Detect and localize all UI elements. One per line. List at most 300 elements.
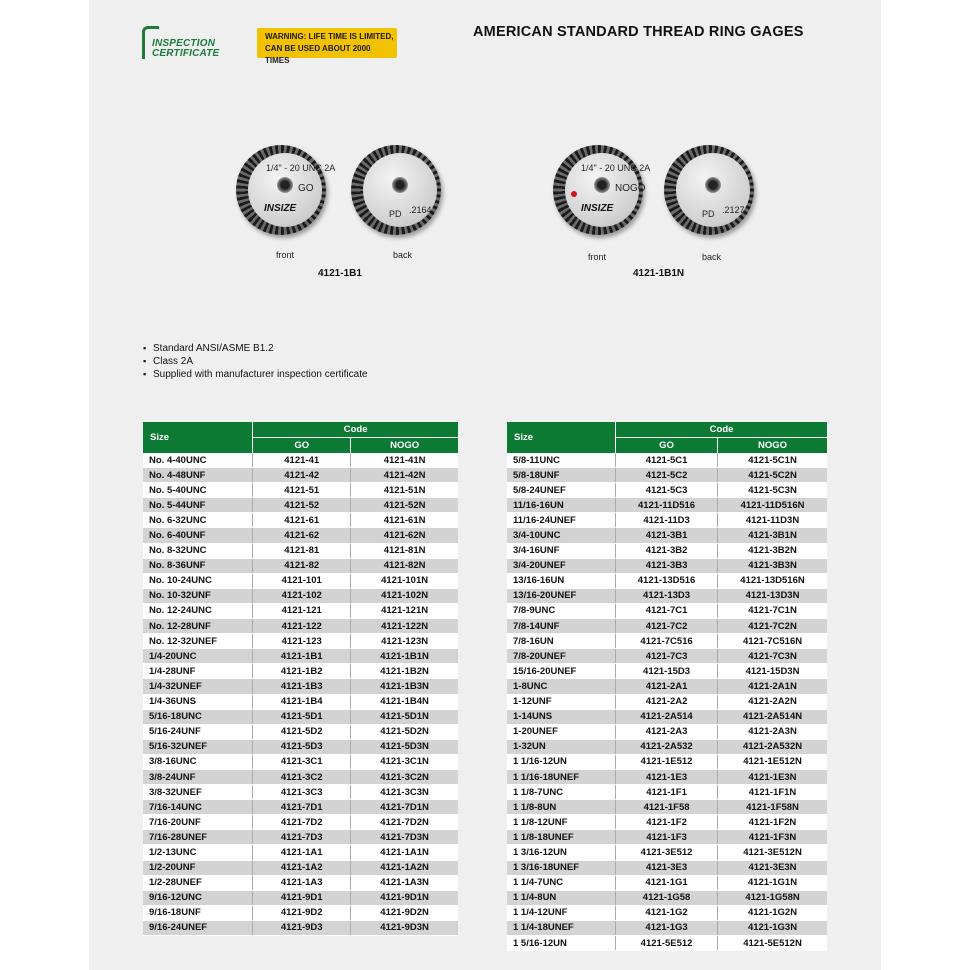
go-code-cell: 4121-7D1 [253, 800, 351, 815]
size-cell: 1 1/8-8UN [507, 800, 616, 815]
go-code-cell: 4121-11D516 [616, 498, 718, 513]
inspection-certificate-logo [142, 26, 242, 60]
size-cell: 1-32UN [507, 739, 616, 754]
go-code-cell: 4121-2A1 [616, 679, 718, 694]
go-code-cell: 4121-52 [253, 498, 351, 513]
nogo-model-number: 4121-1B1N [633, 268, 685, 279]
go-code-cell: 4121-81 [253, 543, 351, 558]
go-front-caption: front [276, 250, 295, 260]
size-cell: 7/8-9UNC [507, 603, 616, 618]
go-code-cell: 4121-7C1 [616, 603, 718, 618]
nogo-code-cell: 4121-1G2N [718, 905, 827, 920]
nogo-code-cell: 4121-1B4N [351, 694, 458, 709]
table-row [143, 543, 458, 558]
size-cell: 5/8-24UNEF [507, 483, 616, 498]
table-row [143, 739, 458, 754]
size-table-left [143, 422, 458, 936]
table-row [507, 603, 827, 618]
size-cell: 7/16-20UNF [143, 815, 253, 830]
go-code-cell: 4121-3E512 [616, 845, 718, 860]
table-row [143, 513, 458, 528]
size-cell: 1-12UNF [507, 694, 616, 709]
nogo-code-cell: 4121-51N [351, 483, 458, 498]
table-row [507, 724, 827, 739]
size-cell: 3/8-24UNF [143, 769, 253, 784]
go-code-cell: 4121-82 [253, 558, 351, 573]
gage-thread-label: 1/4" - 20 UNC 2A [581, 163, 651, 173]
nogo-code-cell: 4121-5C2N [718, 468, 827, 483]
table-row [143, 664, 458, 679]
table-row [143, 528, 458, 543]
red-dot-icon [571, 191, 577, 197]
table-row [143, 830, 458, 845]
go-code-cell: 4121-1G1 [616, 875, 718, 890]
go-code-cell: 4121-5D2 [253, 724, 351, 739]
size-cell: No. 4-48UNF [143, 468, 253, 483]
insize-brand-logo: INSIZE [581, 203, 614, 214]
table-row [143, 815, 458, 830]
feature-item: ▪ Supplied with manufacturer inspection certificate [143, 368, 368, 381]
table-row [507, 830, 827, 845]
nogo-code-cell: 4121-5D2N [351, 724, 458, 739]
go-code-cell: 4121-62 [253, 528, 351, 543]
go-code-cell: 4121-1G3 [616, 920, 718, 935]
table-row [507, 543, 827, 558]
table-row [507, 498, 827, 513]
nogo-code-cell: 4121-121N [351, 603, 458, 618]
nogo-back-caption: back [702, 252, 722, 262]
table-row [143, 860, 458, 875]
nogo-code-cell: 4121-2A2N [718, 694, 827, 709]
nogo-code-cell: 4121-9D2N [351, 905, 458, 920]
go-code-cell: 4121-7C2 [616, 619, 718, 634]
go-code-cell: 4121-121 [253, 603, 351, 618]
size-header: Size [507, 422, 616, 453]
nogo-code-cell: 4121-3C2N [351, 769, 458, 784]
table-row [507, 664, 827, 679]
go-back-caption: back [393, 250, 413, 260]
nogo-code-cell: 4121-41N [351, 453, 458, 468]
code-header: Code [253, 422, 458, 438]
thread-hole-icon [277, 177, 293, 193]
nogo-code-cell: 4121-9D1N [351, 890, 458, 905]
table-row [507, 619, 827, 634]
table-row [143, 588, 458, 603]
table-row [507, 920, 827, 935]
go-code-cell: 4121-1A1 [253, 845, 351, 860]
nogo-code-cell: 4121-82N [351, 558, 458, 573]
go-code-cell: 4121-5C3 [616, 483, 718, 498]
size-cell: 3/8-16UNC [143, 754, 253, 769]
nogo-code-cell: 4121-1E3N [718, 769, 827, 784]
table-row [507, 890, 827, 905]
insize-brand-logo: INSIZE [264, 203, 297, 214]
size-cell: 1/2-13UNC [143, 845, 253, 860]
go-code-cell: 4121-1F3 [616, 830, 718, 845]
go-code-cell: 4121-7C516 [616, 634, 718, 649]
size-cell: No. 5-44UNF [143, 498, 253, 513]
table-row [143, 905, 458, 920]
go-code-cell: 4121-9D1 [253, 890, 351, 905]
go-code-cell: 4121-5C1 [616, 453, 718, 468]
nogo-code-cell: 4121-1E512N [718, 754, 827, 769]
size-cell: 1 1/16-12UN [507, 754, 616, 769]
table-row [143, 769, 458, 784]
table-row [507, 769, 827, 784]
warning-line1: WARNING: LIFE TIME IS LIMITED, [265, 32, 394, 41]
go-code-cell: 4121-7D2 [253, 815, 351, 830]
go-code-cell: 4121-11D3 [616, 513, 718, 528]
thread-hole-icon [392, 177, 408, 193]
nogo-code-cell: 4121-81N [351, 543, 458, 558]
table-row [507, 845, 827, 860]
size-cell: No. 10-24UNC [143, 573, 253, 588]
size-cell: No. 10-32UNF [143, 588, 253, 603]
go-code-cell: 4121-13D3 [616, 588, 718, 603]
size-cell: 7/8-14UNF [507, 619, 616, 634]
table-row [507, 528, 827, 543]
table-row [507, 694, 827, 709]
size-cell: 1-20UNEF [507, 724, 616, 739]
gage-pd-value: .2127 [722, 205, 745, 215]
size-table-right [507, 422, 827, 951]
go-gage-front-image [236, 145, 336, 235]
go-code-cell: 4121-1F58 [616, 800, 718, 815]
size-cell: No. 4-40UNC [143, 453, 253, 468]
go-code-cell: 4121-5E512 [616, 936, 718, 951]
table-row [507, 483, 827, 498]
go-code-cell: 4121-1A3 [253, 875, 351, 890]
nogo-code-cell: 4121-1B3N [351, 679, 458, 694]
nogo-code-cell: 4121-13D516N [718, 573, 827, 588]
go-code-cell: 4121-1E3 [616, 769, 718, 784]
nogo-code-cell: 4121-52N [351, 498, 458, 513]
gage-thread-label: 1/4" - 20 UNC 2A [266, 163, 336, 173]
feature-item: ▪ Standard ANSI/ASME B1.2 [143, 342, 368, 355]
table-row [507, 634, 827, 649]
table-row [143, 649, 458, 664]
size-cell: 1/4-28UNF [143, 664, 253, 679]
go-code-cell: 4121-2A514 [616, 709, 718, 724]
size-cell: 3/4-10UNC [507, 528, 616, 543]
table-row [507, 860, 827, 875]
go-code-cell: 4121-7C3 [616, 649, 718, 664]
nogo-code-cell: 4121-3C1N [351, 754, 458, 769]
nogo-code-cell: 4121-1G1N [718, 875, 827, 890]
nogo-code-cell: 4121-3E3N [718, 860, 827, 875]
go-code-cell: 4121-42 [253, 468, 351, 483]
go-code-cell: 4121-3C1 [253, 754, 351, 769]
size-cell: 7/8-16UN [507, 634, 616, 649]
go-code-cell: 4121-1B1 [253, 649, 351, 664]
go-code-cell: 4121-5D3 [253, 739, 351, 754]
nogo-code-cell: 4121-11D3N [718, 513, 827, 528]
nogo-code-cell: 4121-7C3N [718, 649, 827, 664]
nogo-code-cell: 4121-2A514N [718, 709, 827, 724]
size-cell: 1 1/4-12UNF [507, 905, 616, 920]
go-code-cell: 4121-13D516 [616, 573, 718, 588]
thread-hole-icon [594, 177, 610, 193]
table-row [143, 724, 458, 739]
size-cell: 1 1/4-7UNC [507, 875, 616, 890]
go-code-cell: 4121-1A2 [253, 860, 351, 875]
size-cell: 1 1/4-18UNEF [507, 920, 616, 935]
go-code-cell: 4121-9D2 [253, 905, 351, 920]
go-code-cell: 4121-3E3 [616, 860, 718, 875]
table-row [143, 483, 458, 498]
size-cell: 3/4-20UNEF [507, 558, 616, 573]
table-row [507, 936, 827, 951]
nogo-code-cell: 4121-7D1N [351, 800, 458, 815]
size-cell: 1 1/4-8UN [507, 890, 616, 905]
go-code-cell: 4121-2A2 [616, 694, 718, 709]
go-code-cell: 4121-1B4 [253, 694, 351, 709]
go-code-cell: 4121-1B2 [253, 664, 351, 679]
nogo-code-cell: 4121-102N [351, 588, 458, 603]
nogo-code-cell: 4121-5D3N [351, 739, 458, 754]
go-code-cell: 4121-1E512 [616, 754, 718, 769]
go-code-cell: 4121-101 [253, 573, 351, 588]
nogo-gage-front-image [553, 145, 651, 235]
size-cell: 5/16-24UNF [143, 724, 253, 739]
size-cell: 13/16-16UN [507, 573, 616, 588]
size-cell: 1 1/8-12UNF [507, 815, 616, 830]
go-code-cell: 4121-1G2 [616, 905, 718, 920]
go-code-cell: 4121-5D1 [253, 709, 351, 724]
code-header: Code [616, 422, 827, 438]
gage-pd-value: .2164 [409, 205, 432, 215]
nogo-code-cell: 4121-3E512N [718, 845, 827, 860]
size-cell: 5/8-11UNC [507, 453, 616, 468]
size-cell: 7/16-28UNEF [143, 830, 253, 845]
size-cell: 1/2-28UNEF [143, 875, 253, 890]
go-code-cell: 4121-3C2 [253, 769, 351, 784]
table-row [143, 890, 458, 905]
nogo-code-cell: 4121-1G3N [718, 920, 827, 935]
table-row [143, 634, 458, 649]
go-code-cell: 4121-2A532 [616, 739, 718, 754]
size-cell: 1/4-20UNC [143, 649, 253, 664]
nogo-code-cell: 4121-3C3N [351, 785, 458, 800]
size-cell: No. 5-40UNC [143, 483, 253, 498]
table-row [143, 920, 458, 935]
size-cell: No. 8-36UNF [143, 558, 253, 573]
gage-mark: NOGO [615, 183, 646, 194]
go-code-cell: 4121-15D3 [616, 664, 718, 679]
table-row [507, 679, 827, 694]
size-cell: 5/16-32UNEF [143, 739, 253, 754]
size-cell: No. 6-40UNF [143, 528, 253, 543]
size-cell: 9/16-12UNC [143, 890, 253, 905]
go-code-cell: 4121-7D3 [253, 830, 351, 845]
size-cell: 5/8-18UNF [507, 468, 616, 483]
table-row [143, 679, 458, 694]
nogo-code-cell: 4121-3B2N [718, 543, 827, 558]
go-code-cell: 4121-102 [253, 588, 351, 603]
nogo-code-cell: 4121-15D3N [718, 664, 827, 679]
nogo-code-cell: 4121-1B2N [351, 664, 458, 679]
go-code-cell: 4121-51 [253, 483, 351, 498]
size-cell: No. 12-28UNF [143, 619, 253, 634]
table-row [143, 498, 458, 513]
table-row [507, 800, 827, 815]
warning-line2: CAN BE USED ABOUT 2000 TIMES [265, 44, 371, 65]
size-cell: 11/16-24UNEF [507, 513, 616, 528]
table-row [143, 785, 458, 800]
size-cell: 1/2-20UNF [143, 860, 253, 875]
size-header: Size [143, 422, 253, 453]
size-cell: 1 3/16-12UN [507, 845, 616, 860]
size-cell: No. 6-32UNC [143, 513, 253, 528]
nogo-code-cell: 4121-7C516N [718, 634, 827, 649]
size-cell: 13/16-20UNEF [507, 588, 616, 603]
size-cell: 1 1/16-18UNEF [507, 769, 616, 784]
go-code-cell: 4121-2A3 [616, 724, 718, 739]
nogo-code-cell: 4121-9D3N [351, 920, 458, 935]
nogo-code-cell: 4121-2A1N [718, 679, 827, 694]
go-model-number: 4121-1B1 [318, 268, 362, 279]
nogo-code-cell: 4121-1F2N [718, 815, 827, 830]
nogo-code-cell: 4121-13D3N [718, 588, 827, 603]
table-row [143, 709, 458, 724]
table-row [143, 800, 458, 815]
table-row [507, 709, 827, 724]
nogo-header: NOGO [351, 438, 458, 454]
table-row [507, 649, 827, 664]
go-gage-back-image [351, 145, 441, 235]
certificate-line2: CERTIFICATE [152, 48, 220, 59]
nogo-code-cell: 4121-1B1N [351, 649, 458, 664]
nogo-code-cell: 4121-61N [351, 513, 458, 528]
go-code-cell: 4121-1G58 [616, 890, 718, 905]
feature-list [143, 342, 368, 381]
size-cell: 1 1/8-18UNEF [507, 830, 616, 845]
size-cell: 1 1/8-7UNC [507, 785, 616, 800]
nogo-gage-back-image [664, 145, 754, 235]
table-row [507, 558, 827, 573]
table-row [143, 619, 458, 634]
size-cell: No. 12-32UNEF [143, 634, 253, 649]
nogo-code-cell: 4121-5C3N [718, 483, 827, 498]
nogo-code-cell: 4121-1A1N [351, 845, 458, 860]
go-header: GO [253, 438, 351, 454]
nogo-code-cell: 4121-2A3N [718, 724, 827, 739]
table-row [143, 754, 458, 769]
table-row [143, 875, 458, 890]
table-row [507, 468, 827, 483]
size-cell: 1 5/16-12UN [507, 936, 616, 951]
size-cell: No. 8-32UNC [143, 543, 253, 558]
table-row [507, 739, 827, 754]
size-cell: 7/8-20UNEF [507, 649, 616, 664]
nogo-code-cell: 4121-11D516N [718, 498, 827, 513]
size-cell: 9/16-24UNEF [143, 920, 253, 935]
gage-mark: GO [298, 183, 314, 194]
go-code-cell: 4121-3B2 [616, 543, 718, 558]
nogo-code-cell: 4121-5D1N [351, 709, 458, 724]
go-code-cell: 4121-1B3 [253, 679, 351, 694]
nogo-code-cell: 4121-1F3N [718, 830, 827, 845]
nogo-code-cell: 4121-123N [351, 634, 458, 649]
table-row [143, 603, 458, 618]
nogo-code-cell: 4121-42N [351, 468, 458, 483]
nogo-code-cell: 4121-3B3N [718, 558, 827, 573]
go-code-cell: 4121-1F1 [616, 785, 718, 800]
table-row [143, 468, 458, 483]
size-cell: 3/8-32UNEF [143, 785, 253, 800]
nogo-code-cell: 4121-5E512N [718, 936, 827, 951]
go-code-cell: 4121-3C3 [253, 785, 351, 800]
go-code-cell: 4121-41 [253, 453, 351, 468]
nogo-code-cell: 4121-1G58N [718, 890, 827, 905]
certificate-line1: INSPECTION [152, 38, 216, 49]
nogo-code-cell: 4121-5C1N [718, 453, 827, 468]
size-cell: 11/16-16UN [507, 498, 616, 513]
nogo-code-cell: 4121-3B1N [718, 528, 827, 543]
nogo-code-cell: 4121-62N [351, 528, 458, 543]
size-cell: No. 12-24UNC [143, 603, 253, 618]
size-cell: 3/4-16UNF [507, 543, 616, 558]
table-row [507, 815, 827, 830]
feature-item: ▪ Class 2A [143, 355, 368, 368]
table-row [143, 573, 458, 588]
nogo-code-cell: 4121-1A3N [351, 875, 458, 890]
size-cell: 1-14UNS [507, 709, 616, 724]
nogo-code-cell: 4121-7C2N [718, 619, 827, 634]
nogo-code-cell: 4121-1A2N [351, 860, 458, 875]
table-row [143, 694, 458, 709]
go-code-cell: 4121-3B1 [616, 528, 718, 543]
go-code-cell: 4121-9D3 [253, 920, 351, 935]
gage-pd-label: PD [389, 209, 402, 219]
nogo-front-caption: front [588, 252, 607, 262]
go-code-cell: 4121-123 [253, 634, 351, 649]
table-row [143, 453, 458, 468]
go-code-cell: 4121-122 [253, 619, 351, 634]
table-row [507, 905, 827, 920]
nogo-code-cell: 4121-7C1N [718, 603, 827, 618]
size-cell: 1-8UNC [507, 679, 616, 694]
nogo-code-cell: 4121-7D3N [351, 830, 458, 845]
size-cell: 7/16-14UNC [143, 800, 253, 815]
nogo-code-cell: 4121-101N [351, 573, 458, 588]
page-title: AMERICAN STANDARD THREAD RING GAGES [473, 24, 804, 40]
go-code-cell: 4121-61 [253, 513, 351, 528]
size-cell: 1/4-32UNEF [143, 679, 253, 694]
nogo-header: NOGO [718, 438, 827, 454]
table-row [507, 588, 827, 603]
size-cell: 15/16-20UNEF [507, 664, 616, 679]
go-code-cell: 4121-3B3 [616, 558, 718, 573]
nogo-code-cell: 4121-1F58N [718, 800, 827, 815]
size-cell: 5/16-18UNC [143, 709, 253, 724]
table-row [507, 573, 827, 588]
go-code-cell: 4121-1F2 [616, 815, 718, 830]
table-row [507, 453, 827, 468]
size-cell: 9/16-18UNF [143, 905, 253, 920]
nogo-code-cell: 4121-7D2N [351, 815, 458, 830]
nogo-code-cell: 4121-122N [351, 619, 458, 634]
nogo-code-cell: 4121-2A532N [718, 739, 827, 754]
go-code-cell: 4121-5C2 [616, 468, 718, 483]
nogo-code-cell: 4121-1F1N [718, 785, 827, 800]
gage-pd-label: PD [702, 209, 715, 219]
table-row [507, 785, 827, 800]
go-header: GO [616, 438, 718, 454]
table-row [143, 845, 458, 860]
table-row [507, 754, 827, 769]
size-cell: 1 3/16-18UNEF [507, 860, 616, 875]
